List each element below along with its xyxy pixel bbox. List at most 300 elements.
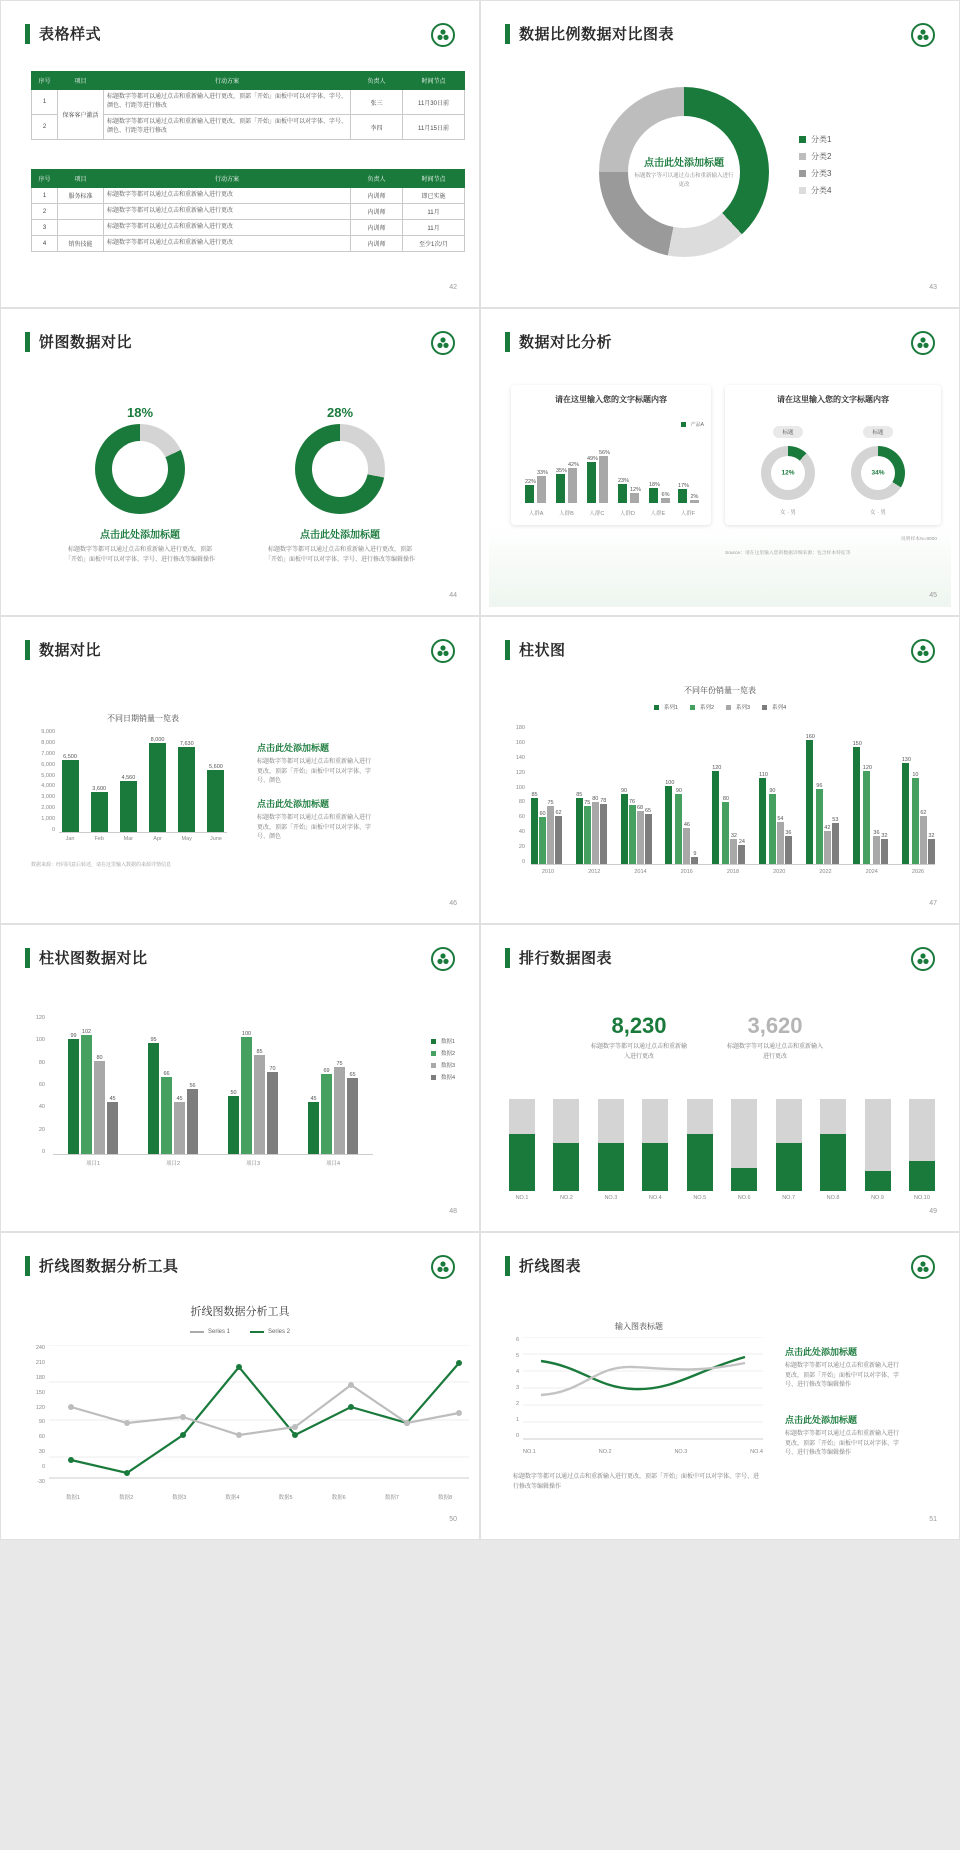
bar [148,1043,159,1154]
block-body: 标题数字等都可以通过点击和重新输入进行更改，顶部「开始」面板中可以对字体、字号、进行修改等编辑操作 [785,1431,900,1457]
legend-item [726,703,750,711]
bar [174,1102,185,1154]
bar [738,845,745,864]
axis-tick: Mar [123,836,134,842]
page-title: 折线图表 [519,1258,582,1275]
axis-tick: 100 [35,1037,45,1044]
table-one [31,71,465,140]
bar [621,794,628,864]
bar-fill [687,1134,713,1191]
bar-value: 120 [712,765,722,771]
page-number: 46 [449,900,457,907]
bar [863,771,870,864]
slide-header [9,317,471,352]
bar-group [176,741,198,832]
bar [228,1096,239,1154]
legend-label: 数据2 [440,1051,455,1057]
legend-swatch [431,1051,436,1056]
table-header-row [32,72,465,90]
axis-tick: 人群B [559,511,574,517]
cell-item: 销售技能 [58,236,104,252]
bar [618,484,627,503]
title-accent-bar [25,24,30,44]
page-title: 柱状图数据对比 [39,950,148,967]
donut-center-value: 12% [781,469,795,477]
slide-pie-comparison [0,308,480,616]
bar-value: 9 [693,851,697,857]
bar-fill [553,1143,579,1191]
pie-group-right [265,405,415,565]
cell-time: 11月 [403,204,465,220]
legend-item [431,1037,455,1045]
bar [94,1061,105,1154]
bar [334,1067,345,1154]
axis-tick: 2014 [634,869,647,875]
th-time: 时间节点 [403,72,465,90]
legend-line [190,1331,204,1333]
axis-tick: 20 [38,1126,45,1133]
pie-value-left: 18% [126,405,154,420]
donut-center-value: 34% [871,469,885,477]
bar-value: 90 [769,788,776,794]
slide-data-comparison [0,616,480,924]
cell-desc: 标题数字等都可以通过点击和重新输入进行更改，顶部「开始」面板中可以对字体、字号、颜色、行距等进行修改 [104,115,351,140]
bar-group [525,470,548,503]
axis-tick: 数据8 [437,1495,453,1501]
logo-icon [911,947,935,971]
legend-label: 系列4 [772,705,787,711]
line-plot [523,1337,763,1445]
bar-value: 12% [630,487,642,493]
slide-line-chart [480,1232,960,1540]
slide-header [489,9,951,44]
text-block [257,741,375,787]
axis-tick: 项目3 [245,1161,261,1167]
axis-tick: 180 [515,725,525,731]
bar [690,500,699,503]
legend-item [250,1329,290,1335]
bar-group [576,792,607,864]
legend-label: 分类1 [811,135,832,144]
cell-owner: 内训师 [351,188,403,204]
block-body: 标题数字等都可以通过点击和重新输入进行更改，顶部「开始」面板中可以对字体、字号、进行修改等编辑操作 [65,547,216,563]
axis-tick: 3,000 [41,794,55,801]
x-axis-labels [53,1159,373,1167]
bar-value: 150 [852,741,862,747]
bar-group [205,764,227,832]
bar [675,794,682,864]
page-number: 49 [929,1208,937,1215]
ranking-bar [598,1099,624,1191]
axis-tick: 2026 [911,869,925,875]
logo-icon [911,23,935,47]
axis-tick: 60 [38,1434,45,1441]
bar [691,857,698,864]
bar-value: 50 [230,1090,237,1096]
bar-group [68,1029,118,1154]
axis-tick: 2012 [588,869,601,875]
page-number: 42 [449,284,457,291]
cell-owner: 内训师 [351,204,403,220]
axis-tick: NO.1 [515,1195,529,1201]
legend-item [190,1329,230,1335]
bar [600,804,607,864]
y-axis-labels [29,729,55,833]
legend-label: 系列1 [663,705,678,711]
bar [665,786,672,864]
bar-value: 32 [881,833,888,839]
bar [161,1077,172,1154]
bar [678,489,687,503]
donut-hole [112,441,168,497]
axis-tick: 项目2 [165,1161,181,1167]
slide-ratio-donut [480,0,960,308]
bar [584,806,591,864]
slide-header [9,9,471,44]
y-axis-labels [507,725,525,865]
axis-tick: 数据3 [172,1495,187,1501]
bar-value: 80 [592,796,599,802]
slide-header [489,625,951,660]
bar-group [712,765,745,864]
axis-tick: -30 [37,1478,45,1485]
bar [759,778,766,864]
bar-group [853,741,888,864]
bar [629,805,636,864]
bar [537,476,546,503]
block-heading: 点击此处添加标题 [257,799,330,809]
bar-value: 85 [576,792,583,798]
axis-tick: NO.9 [871,1195,884,1201]
bar-value: 60 [539,811,546,817]
bar-value: 85 [256,1049,263,1055]
axis-tick: 数据1 [65,1495,81,1501]
page-number: 47 [929,900,937,907]
axis-tick: 2022 [819,869,832,875]
bar-value: 62 [920,810,927,816]
page-title: 饼图数据对比 [39,334,133,351]
legend-label: Series 1 [207,1329,230,1335]
bar-value: 70 [269,1066,276,1072]
bar-group [678,483,699,503]
legend-item [431,1061,455,1069]
axis-tick: 0 [51,826,55,833]
ranking-bar [731,1099,757,1191]
chart-legend [431,1037,455,1087]
stat-block-primary [589,1013,689,1062]
axis-tick: 2024 [865,869,878,875]
source-note: 数据来源：经同同意后转述，请在这里输入数据的来源详情信息 [31,862,172,868]
bar [637,811,644,864]
bar-value: 69 [323,1068,330,1074]
axis-tick: 数据5 [278,1495,293,1501]
title-accent-bar [505,1256,510,1276]
bar [873,836,880,864]
axis-tick: 数据2 [119,1495,134,1501]
bar-value: 45 [176,1096,183,1102]
donut-hole [312,441,368,497]
y-axis-labels [27,1345,45,1485]
axis-tick: 120 [35,1015,45,1021]
bar-value: 96 [816,783,823,789]
legend-label: Series 2 [268,1329,291,1335]
legend-label: 产品A [690,422,704,428]
slide-column-chart [480,616,960,924]
axis-tick: 4,000 [41,783,55,790]
table-two [31,169,465,252]
chart-title: 不同日期销量一览表 [107,714,179,723]
bar-value: 100 [665,780,675,786]
footer-note: 标题数字等都可以通过点击和重新输入进行更改，顶部「开始」面板中可以对字体、字号、进行修改等编辑操作 [513,1474,760,1490]
pie-group-left [65,405,215,565]
bar [712,771,719,864]
axis-tick: 1,000 [41,816,55,822]
block-heading: 点击此处添加标题 [785,1347,858,1357]
stat-block-secondary [725,1013,825,1062]
axis-tick: 140 [515,754,525,761]
bar-value: 65 [644,808,652,814]
bar-group [587,450,610,503]
axis-tick: 数据6 [331,1495,346,1501]
axis-tick: 项目1 [85,1161,101,1167]
slide-header [9,625,471,660]
axis-tick: 120 [515,769,525,776]
ranking-bar [642,1099,668,1191]
ranking-bar [509,1099,535,1191]
page-number: 48 [449,1208,457,1215]
cell-item [58,204,104,220]
logo-icon [911,639,935,663]
cell-desc: 标题数字等都可以通过点击和重新输入进行更改 [104,236,351,252]
bar [730,839,737,864]
bar [347,1078,358,1154]
slide-column-comparison [0,924,480,1232]
axis-tick: NO.2 [598,1449,612,1455]
bar-group [621,788,652,864]
bar-value: 8,000 [150,737,165,743]
cell-time: 即已实施 [403,188,465,204]
donut-tag: 标题 [773,426,802,438]
logo-icon [431,1255,455,1279]
donut-center-label [632,154,736,190]
bar [645,814,652,864]
axis-tick: May [181,836,192,842]
legend-item [799,134,831,145]
donut-axis-label: 女 · 男 [870,510,886,516]
bar [525,485,534,503]
bar-group [531,792,562,864]
th-plan: 行动方案 [104,72,351,90]
axis-tick: 0 [41,1464,45,1470]
axis-tick: NO.6 [737,1195,751,1201]
cell-no: 4 [32,236,58,252]
axis-tick: 80 [38,1059,45,1066]
legend-item [799,185,831,196]
legend-label: 数据1 [440,1039,455,1045]
cell-desc: 标题数字等都可以通过点击和重新输入进行更改，顶部「开始」面板中可以对字体、字号、颜色、行距等进行修改 [104,90,351,115]
bar-group [308,1061,358,1154]
card-bar-chart [511,385,711,525]
legend-swatch [726,705,731,710]
slide-comparison-analysis [480,308,960,616]
donut-block [753,421,823,516]
bar-plot [53,1015,373,1155]
bar-value: 90 [675,788,682,794]
axis-tick: 40 [518,829,525,836]
bar [254,1055,265,1154]
axis-tick: 80 [518,799,525,806]
bar-value: 130 [901,757,911,763]
axis-tick: 2 [515,1401,519,1407]
bar-fill [509,1134,535,1191]
stat-desc: 标题数字等都可以通过点击和重新输入进行更改 [590,1044,687,1060]
legend-item [690,703,714,711]
title-accent-bar [25,640,30,660]
bar [81,1035,92,1154]
axis-tick: 60 [38,1081,45,1088]
th-no: 序号 [32,170,58,188]
bar [920,816,927,864]
slide-header [489,933,951,968]
bar-value: 3,600 [92,786,107,792]
ranking-bar [553,1099,579,1191]
bar [531,798,538,864]
axis-tick: 240 [35,1345,45,1351]
bar-group [618,478,641,503]
axis-tick: 数据7 [384,1495,399,1501]
title-accent-bar [505,640,510,660]
cell-owner: 李四 [351,115,403,140]
bar [928,839,935,864]
axis-tick: NO.3 [674,1449,688,1455]
slide-header [489,317,951,352]
bar-fill [598,1143,624,1191]
bar-value: 54 [777,816,784,822]
block-body: 标题数字等都可以通过点击和重新输入进行更改，顶部「开始」面板中可以对字体、字号、进行修改等编辑操作 [785,1363,900,1389]
legend-item [431,1049,455,1057]
axis-tick: 数据4 [225,1495,240,1501]
bar-group [902,757,935,864]
cell-desc: 标题数字等都可以通过点击和重新输入进行更改 [104,188,351,204]
x-axis-labels [521,509,703,517]
chart-legend [9,1329,471,1335]
donut-block [843,421,913,516]
cell-no: 1 [32,188,58,204]
bar [683,828,690,864]
axis-tick: 人群D [619,511,635,517]
page-title: 数据对比 [39,642,102,659]
axis-tick: 7,000 [41,750,55,757]
bar [722,802,729,864]
x-axis-labels [509,1195,935,1201]
slide-line-analysis-tool [0,1232,480,1540]
axis-tick: 20 [518,844,525,850]
table-header-row [32,170,465,188]
legend-label: 系列2 [699,705,714,711]
bar-value: 102 [81,1029,92,1035]
chart-legend [489,703,951,711]
page-title: 柱状图 [519,642,566,659]
logo-icon [431,331,455,355]
axis-tick: 180 [35,1374,45,1381]
bar-value: 42 [824,825,831,831]
bar-value: 2% [690,494,699,500]
axis-tick: NO.1 [523,1449,536,1455]
page-number: 45 [929,592,937,599]
bar-value: 33% [537,470,549,476]
x-axis-labels [49,1493,469,1501]
bar-value: 45 [310,1096,317,1102]
bar [816,789,823,864]
bar [881,839,888,864]
bar-value: 6% [661,492,670,498]
legend-swatch [799,136,806,143]
table-row [32,220,465,236]
bar [777,822,784,864]
bar-value: 100 [241,1031,252,1037]
bar-value: 75 [336,1061,343,1067]
text-block [785,1345,903,1391]
table-row [32,204,465,220]
bar-value: 7,630 [179,741,194,747]
stat-value: 3,620 [747,1013,803,1038]
cell-owner: 内训师 [351,220,403,236]
bar-plot [521,421,703,503]
bar [576,798,583,864]
y-axis-labels [27,1015,45,1155]
logo-icon [911,331,935,355]
bar-group [147,737,169,832]
legend-label: 分类4 [811,186,832,195]
cell-merged-item: 保客客户激活 [58,90,104,140]
bar-group [228,1031,278,1154]
pie-value-right: 28% [326,405,354,420]
axis-tick: Feb [94,836,104,842]
bar-value: 80 [96,1055,103,1061]
bar [661,498,670,503]
block-body: 标题数字等都可以通过点击和重新输入进行更改，顶部「开始」面板中可以对字体、字号、颜色 [257,759,372,785]
axis-tick: 4 [515,1369,519,1375]
ranking-bar [865,1099,891,1191]
bar [267,1072,278,1154]
y-axis-labels [507,1337,519,1439]
axis-tick: 人群C [589,511,605,517]
chart-legend [799,134,831,202]
bar-value: 66 [163,1071,170,1077]
donut-chart [761,446,815,500]
axis-tick: 人群E [650,511,666,517]
axis-tick: 0 [515,1433,519,1439]
th-owner: 负责人 [351,72,403,90]
axis-tick: NO.7 [782,1195,796,1201]
bar [241,1037,252,1154]
slide-table-styles [0,0,480,308]
bar [587,462,596,503]
ranking-bar [820,1099,846,1191]
text-block [257,797,375,843]
legend-label: 分类2 [811,152,832,161]
legend-item [654,703,678,711]
bar [902,763,909,864]
th-plan: 行动方案 [104,170,351,188]
axis-tick: Jan [65,836,75,842]
bar-plot [509,1099,935,1191]
axis-tick: 6 [515,1337,519,1343]
bar-group [59,754,81,832]
legend-swatch [762,705,767,710]
block-body: 标题数字等都可以通过点击和重新输入进行更改，顶部「开始」面板中可以对字体、字号、进行修改等编辑操作 [265,547,416,563]
bar-value: 120 [862,765,872,771]
